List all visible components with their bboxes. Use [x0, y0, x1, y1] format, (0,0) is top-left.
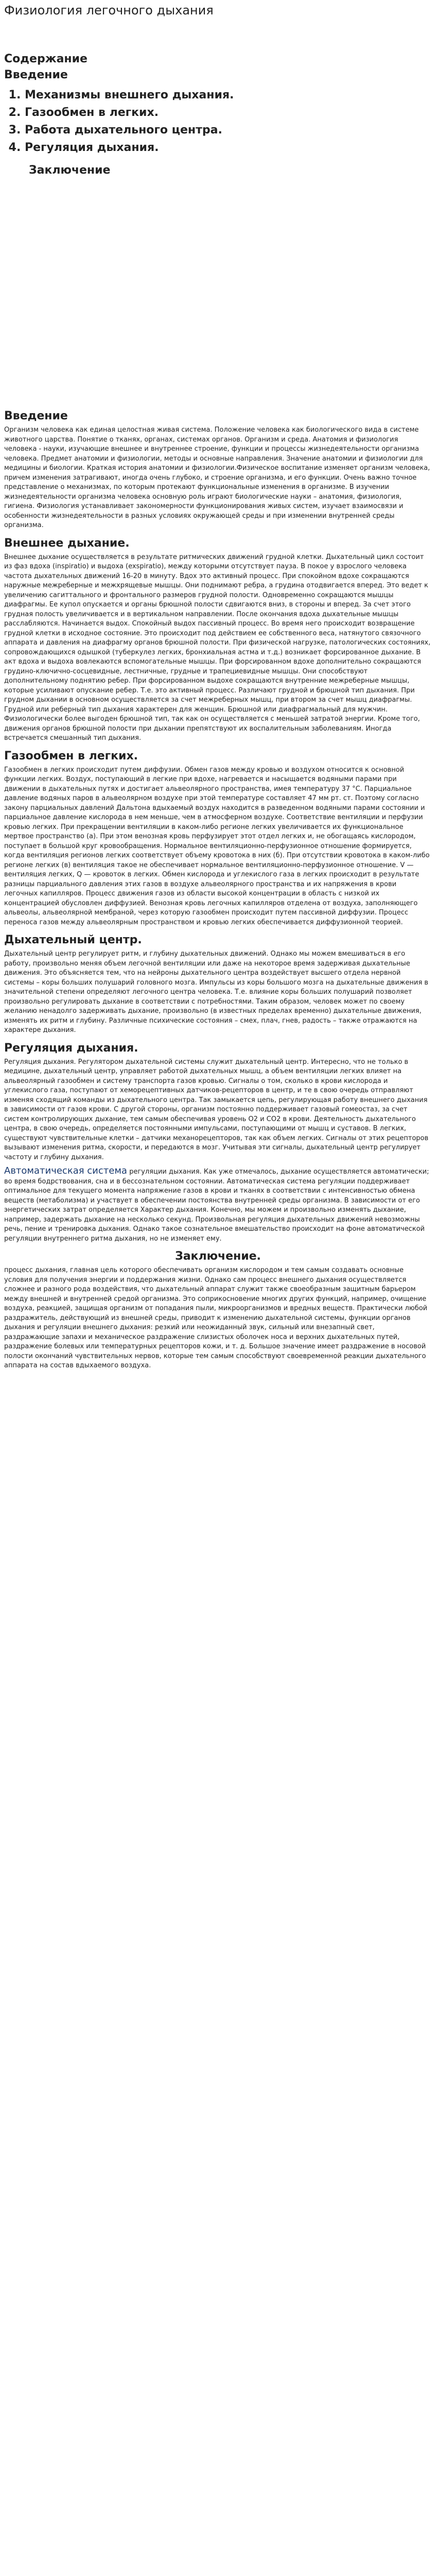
toc-item: 1. Механизмы внешнего дыхания. [25, 87, 432, 104]
paragraph-text: регуляции дыхания. Как уже отмечалось, дыхание осуществляется автоматически; во время бодрствования, сна и в бессознательном состоянии. Автоматическая система регуляции поддерживает оптимальное для текущего момента напряжение газов в крови и тканях в соответствии с интенсивностью обмена веществ (метаболизма) и участвует в обеспечении постоянства внутренней среды организма. В зависимости от его энергетических затрат определяется Характер дыхания. Конечно, мы можем и произвольно изменять дыхание, например, задержать дыхание на несколько секунд. Произвольная регуляция дыхательных движений невозможны речь, пение и тренировка дыхания. Однако такое сознательное вмешательство происходит на фоне автоматической регуляции внутреннего ритма дыхания, но не изменяет ему. [4, 1168, 429, 1243]
toc-list [4, 87, 432, 157]
section-external-breathing [4, 537, 432, 743]
toc-item: 3. Работа дыхательного центра. [25, 122, 432, 139]
section-heading: Газообмен в легких. [4, 749, 138, 762]
table-of-contents [4, 53, 432, 177]
paragraph-automatic [4, 1166, 432, 1244]
document-title: Физиология легочного дыхания [4, 3, 214, 18]
blank-space [4, 177, 432, 403]
section-gas-exchange [4, 750, 432, 928]
toc-conclusion: Заключение [29, 164, 111, 177]
toc-item: 4. Регуляция дыхания. [25, 139, 432, 157]
section-heading: Заключение. [175, 1250, 261, 1263]
toc-intro: Введение [4, 69, 68, 81]
section-heading: Дыхательный центр. [4, 934, 142, 946]
paragraph: Дыхательный центр регулирует ритм, и глубину дыхательных движений. Однако мы можем вмешиваться в его работу, произвольно меняя объем легочной вентиляции или даже на некоторое время задерживая дыхательные движения. Это объясняется тем, что на нейроны дыхательного центра воздействует высшего отдела нервной системы – коры больших полушарий головного мозга. Импульсы из коры большого мозга на дыхательные движения в значительной степени определяют легочного центра человека. Т.е. влияние коры больших полушарий позволяет произвольно регулировать дыхание в соответствии с потребностями. Таким образом, человек может по своему желанию ненадолго задерживать дыхание, произвольно (в известных пределах временно) дыхательные движения, изменять их ритм и глубину. Различные психические состояния – смех, плач, гнев, радость – также отражаются на характере дыхания. [4, 950, 428, 1034]
paragraph: процесс дыхания, главная цель которого обеспечивать организм кислородом и тем самым создавать основные условия для получения энергии и поддержания жизни. Однако сам процесс внешнего дыхания осуществляется сложнее и разного рода воздействия, что дыхательный аппарат служит также своеобразным защитным барьером между внешней и внутренней средой организма. Это соприкосновение многих других функций, например, очищение воздуха, реакцией, защищая организм от попадания пыли, микроорганизмов и вредных веществ. Практически любой раздражитель, действующий из внешней среды, приводит к изменению дыхательной системы, функции органов дыхания и регуляции внешнего дыхания: резкий или неожиданный звук, сильный или внезапный свет, раздражающие запахи и механическое раздражение слизистых оболочек носа и верхних дыхательных путей, раздражение болевых или температурных рецепторов кожи, и т. д. Большое значение имеет раздражение в носовой полости окончаний чувствительных нервов, которые тем самым способствуют своевременной реакции дыхательного аппарата на состав вдыхаемого воздуха. [4, 1266, 428, 1369]
section-heading: Внешнее дыхание. [4, 536, 130, 550]
section-respiratory-center [4, 934, 432, 1036]
paragraph: Газообмен в легких происходит путем диффузии. Обмен газов между кровью и воздухом относится к основной функции легких. Воздух, поступающий в легкие при вдохе, нагревается и насыщается водяными парами при движении в дыхательных путях и достигает альвеолярного пространства, имея температуру 37 °С. Парциальное давление водяных паров в альвеолярном воздухе при этой температуре составляет 47 мм рт. ст. Поэтому согласно закону парциальных давлений Дальтона вдыхаемый воздух находится в разведенном водяными парами состоянии и парциальное давление кислорода в нем меньше, чем в атмосферном воздухе. Соответствие вентиляции и перфузии кровью легких. При прекращении вентиляции в каком-либо регионе легких увеличивается их функциональное мертвое пространство (а). При этом венозная кровь перфузирует этот отдел легких и, не обогащаясь кислородом, поступает в большой круг кровообращения. Нормальное вентиляционно-перфузионное отношение формируется, когда вентиляция регионов легких соответствует объему кровотока в них (б). При отсутствии кровотока в каком-либо регионе легких (в) вентиляция такое не обеспечивает нормальное вентиляционно-перфузионное отношение. V — вентиляция легких, Q — кровоток в легких. Обмен кислорода и углекислого газа в легких происходит в результате разницы парциального давления этих газов в воздухе альвеолярного пространства и их напряжения в крови легочных капилляров. Процесс движения газов из области высокой концентрации в область с низкой их концентрацией обусловлен диффузией. Венозная кровь легочных капилляров отделена от воздуха, заполняющего альвеолы, альвеолярной мембраной, через которую газообмен происходит путем пассивной диффузии. Процесс переноса газов между альвеолярным пространством и кровью легких обеспечивается диффузионной теорией. [4, 766, 430, 926]
toc-item: 2. Газообмен в легких. [25, 104, 432, 122]
section-conclusion [4, 1250, 432, 1371]
paragraph: Регуляция дыхания. Регулятором дыхательной системы служит дыхательный центр. Интересно, что не только в медицине, дыхательный центр, управляет работой дыхательных мышц, а объем вентиляции легких влияет на альвеолярный газообмен и систему транспорта газов кровью. Сигналы о том, сколько в крови кислорода и углекислого газа, поступают от хеморецептивных датчиков-рецепторов в центр, и те в свою очередь отправляют изменяя сходящий команды из дыхательного центра. Так замыкается цепь, регулирующая работу внешнего дыхания в зависимости от газов крови. С другой стороны, организм постоянно поддерживает газовый гомеостаз, за счет систем контролирующих дыхание, тем самым обеспечивая уровень О2 и СО2 в крови. Деятельность дыхательного центра, в свою очередь, определяется постоянными импульсами, поступающими от мышц и суставов. В легких, существуют чувствительные клетки – датчики механорецепторов, так как объем легких. Сигналы от этих рецепторов вызывают изменения ритма, скорости, и передаются в мозг. Учитывая эти сигналы, дыхательный центр регулирует частоту и глубину дыхания. [4, 1058, 429, 1161]
automatic-system-lead: Автоматическая система [4, 1165, 127, 1176]
section-heading: Введение [4, 410, 68, 422]
paragraph: Организм человека как единая целостная живая система. Положение человека как биологического вида в системе животного царства. Понятие о тканях, органах, системах органов. Организм и среда. Анатомия и физиология человека - науки, изучающие внешнее и внутреннее строение, функции и процессы жизнедеятельности организма человека. Предмет анатомии и физиологии, методы и основные направления. Значение анатомии и физиологии для медицины и биологии. Краткая история анатомии и физиологии.Физическое воспитание изменяет организм человека, причем изменения затрагивают, иногда очень глубоко, и строение организма, и его функции. Очень важно точное представление о механизмах, по которым протекают функциональные изменения в организме. В изучении жизнедеятельности организма человека основную роль играют биологические науки – анатомия, физиология, гигиена. Физиология устанавливает закономерности функционирования живых систем, изучает взаимосвязи и особенности жизнедеятельности в разных условиях окружающей среды и при изменении внутренней среды организма. [4, 426, 430, 529]
section-regulation [4, 1042, 432, 1244]
toc-heading: Содержание [4, 53, 88, 65]
paragraph: Внешнее дыхание осуществляется в результате ритмических движений грудной клетки. Дыхательный цикл состоит из фаз вдоха (inspiratio) и выдоха (exspiratio), между которыми отсутствует пауза. В покое у взрослого человека частота дыхательных движений 16-20 в минуту. Вдох это активный процесс. При спокойном вдохе сокращаются наружные межреберные и межхрящевые мышцы. Они поднимают ребра, а грудина отодвигается вперед. Это ведет к увеличению сагиттального и фронтального размеров грудной полости. Одновременно сокращаются мышцы диафрагмы. Ее купол опускается и органы брюшной полости сдвигаются вниз, в стороны и вперед. За счет этого грудная полость увеличивается и в вертикальном направлении. После окончания вдоха дыхательные мышцы расслабляются. Начинается выдох. Спокойный выдох пассивный процесс. Во время него происходит возвращение грудной клетки в исходное состояние. Это происходит под действием ее собственного веса, натянутого связочного аппарата и давления на диафрагму органов брюшной полости. При физической нагрузке, патологических состояниях, сопровождающихся одышкой (туберкулез легких, бронхиальная астма и т.д.) возникает форсированное дыхание. В акт вдоха и выдоха вовлекаются вспомогательные мышцы. При форсированном вдохе дополнительно сокращаются грудино-ключично-сосцевидные, лестничные, грудные и трапециевидные мышцы. Они способствуют дополнительному поднятию ребер. При форсированном выдохе сокращаются внутренние межреберные мышцы, которые усиливают опускание ребер. Т.е. это активный процесс. Различают грудной и брюшной тип дыхания. При грудном дыхании в основном осуществляется за счет межреберных мышц, при втором за счет мышц диафрагмы. Грудной или реберный тип дыхания характерен для женщин. Брюшной или диафрагмальный для мужчин. Физиологически более выгоден брюшной тип, так как он осуществляется с меньшей затратой энергии. Кроме того, движения органов брюшной полости при дыхании препятствуют их воспалительным заболеваниям. Иногда встречается смешанный тип дыхания. [4, 553, 431, 742]
section-heading: Регуляция дыхания. [4, 1041, 138, 1055]
section-introduction [4, 410, 432, 531]
